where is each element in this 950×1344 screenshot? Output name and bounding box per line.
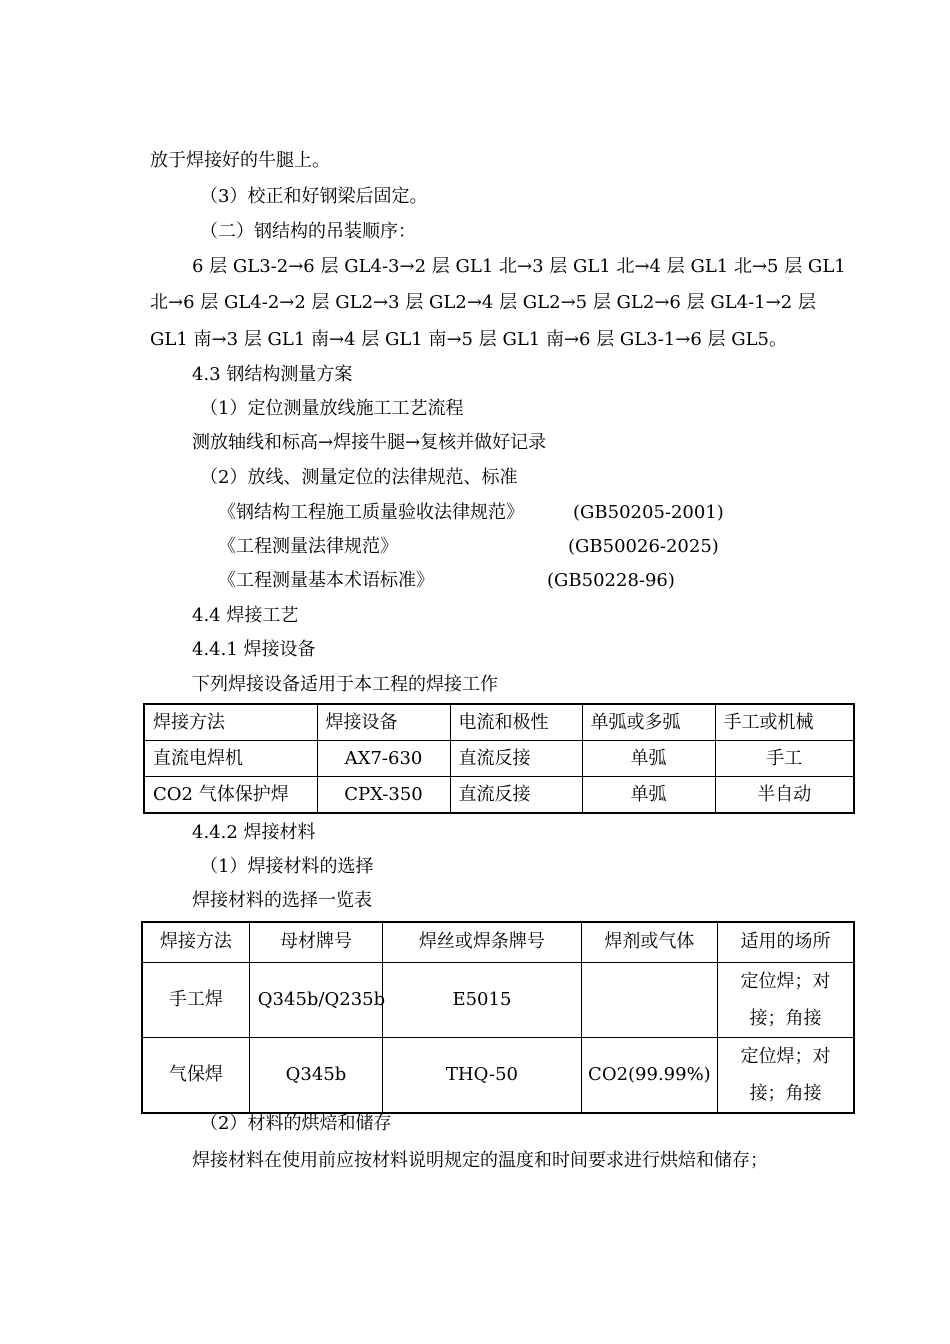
reference-2-name: 《工程测量法律规范》 [218, 536, 398, 557]
table-header-row [142, 922, 854, 962]
paragraph-4: （1）定位测量放线施工工艺流程 [200, 398, 464, 419]
reference-2-code: (GB50026-2025) [568, 536, 719, 557]
material-table [141, 921, 855, 1114]
table-cell: 定位焊；对接；角接 [718, 1037, 854, 1113]
table-cell: 直流反接 [450, 741, 582, 777]
paragraph-9: 焊接材料的选择一览表 [192, 890, 372, 911]
table-cell: CPX-350 [317, 777, 450, 814]
table-header-cell: 手工或机械 [715, 704, 854, 741]
table-row [142, 962, 854, 1037]
table-header-cell: 焊丝或焊条牌号 [383, 922, 582, 962]
table-cell: 直流电焊机 [144, 741, 317, 777]
heading-4-4-1: 4.4.1 焊接设备 [192, 639, 316, 660]
table-cell: 单弧 [582, 741, 715, 777]
table-header-cell: 焊接设备 [317, 704, 450, 741]
table-row [142, 1037, 854, 1113]
paragraph-7: 下列焊接设备适用于本工程的焊接工作 [192, 674, 498, 695]
sequence-line-1: 6 层 GL3-2→6 层 GL4-3→2 层 GL1 北→3 层 GL1 北→4 层 GL1 北→5 层 GL1 [192, 256, 846, 277]
table-cell: THQ-50 [383, 1037, 582, 1113]
paragraph-1: 放于焊接好的牛腿上。 [150, 150, 330, 171]
paragraph-5: 测放轴线和标高→焊接牛腿→复核并做好记录 [192, 432, 547, 453]
reference-1-code: (GB50205-2001) [573, 502, 724, 523]
table-header-cell: 焊剂或气体 [581, 922, 717, 962]
heading-4-4: 4.4 焊接工艺 [192, 605, 299, 626]
table-cell: E5015 [383, 962, 582, 1037]
table-cell: Q345b/Q235b [249, 962, 382, 1037]
table-header-cell: 焊接方法 [144, 704, 317, 741]
paragraph-11: 焊接材料在使用前应按材料说明规定的温度和时间要求进行烘焙和储存； [192, 1150, 768, 1171]
heading-4-4-2: 4.4.2 焊接材料 [192, 822, 316, 843]
table-cell: 气保焊 [142, 1037, 249, 1113]
reference-3-code: (GB50228-96) [547, 570, 675, 591]
table-cell [581, 962, 717, 1037]
paragraph-6: （2）放线、测量定位的法律规范、标准 [200, 467, 518, 488]
equipment-table [143, 703, 855, 814]
table-cell: CO2(99.99%) [581, 1037, 717, 1113]
table-header-row [144, 704, 854, 741]
paragraph-8: （1）焊接材料的选择 [200, 856, 374, 877]
table-cell: 定位焊；对接；角接 [718, 962, 854, 1037]
table-cell: 手工焊 [142, 962, 249, 1037]
sequence-line-3: GL1 南→3 层 GL1 南→4 层 GL1 南→5 层 GL1 南→6 层 GL3-1→6 层 GL5。 [150, 329, 788, 350]
table-header-cell: 母材牌号 [249, 922, 382, 962]
table-cell: 直流反接 [450, 777, 582, 814]
table-header-cell: 适用的场所 [718, 922, 854, 962]
table-header-cell: 焊接方法 [142, 922, 249, 962]
table-header-cell: 单弧或多弧 [582, 704, 715, 741]
paragraph-3: （二）钢结构的吊装顺序： [200, 221, 416, 242]
table-row [144, 741, 854, 777]
table-cell: 半自动 [715, 777, 854, 814]
table-cell: Q345b [249, 1037, 382, 1113]
table-cell: 手工 [715, 741, 854, 777]
table-cell: CO2 气体保护焊 [144, 777, 317, 814]
reference-3-name: 《工程测量基本术语标准》 [218, 570, 434, 591]
paragraph-10: （2）材料的烘焙和储存 [200, 1113, 392, 1134]
reference-1-name: 《钢结构工程施工质量验收法律规范》 [218, 502, 524, 523]
table-header-cell: 电流和极性 [450, 704, 582, 741]
heading-4-3: 4.3 钢结构测量方案 [192, 364, 353, 385]
sequence-line-2: 北→6 层 GL4-2→2 层 GL2→3 层 GL2→4 层 GL2→5 层 GL2→6 层 GL4-1→2 层 [150, 292, 816, 313]
table-cell: 单弧 [582, 777, 715, 814]
table-row [144, 777, 854, 814]
paragraph-2: （3）校正和好钢梁后固定。 [200, 186, 428, 207]
table-cell: AX7-630 [317, 741, 450, 777]
